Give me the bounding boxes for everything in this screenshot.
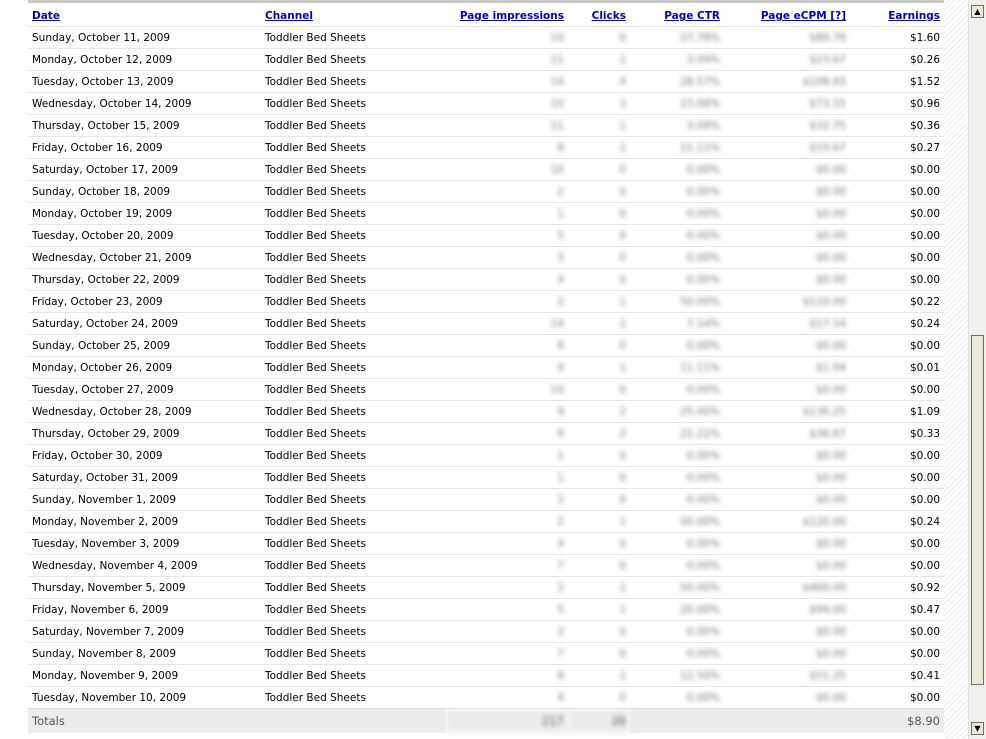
- col-header-clicks[interactable]: [568, 6, 630, 27]
- cell-impressions: 9: [446, 423, 568, 445]
- cell-clicks: 2: [568, 423, 630, 445]
- cell-ecpm: $0.00: [724, 687, 850, 709]
- cell-channel: Toddler Bed Sheets: [261, 687, 446, 709]
- cell-channel: Toddler Bed Sheets: [261, 555, 446, 577]
- cell-date: Tuesday, October 27, 2009: [28, 379, 261, 401]
- cell-impressions: 10: [446, 93, 568, 115]
- cell-ctr: 25.00%: [630, 401, 724, 423]
- cell-ctr: 0.00%: [630, 335, 724, 357]
- table-row: [28, 115, 944, 137]
- cell-impressions: 8: [446, 665, 568, 687]
- cell-date: Thursday, October 15, 2009: [28, 115, 261, 137]
- cell-date: Saturday, October 17, 2009: [28, 159, 261, 181]
- cell-channel: Toddler Bed Sheets: [261, 247, 446, 269]
- cell-ecpm: $0.00: [724, 247, 850, 269]
- table-row: [28, 621, 944, 643]
- cell-earnings: $0.00: [850, 555, 944, 577]
- cell-channel: Toddler Bed Sheets: [261, 27, 446, 49]
- cell-ctr: 50.00%: [630, 511, 724, 533]
- cell-ctr: 0.00%: [630, 269, 724, 291]
- table-row: [28, 533, 944, 555]
- cell-earnings: $0.00: [850, 687, 944, 709]
- cell-ctr: 50.00%: [630, 577, 724, 599]
- cell-clicks: 1: [568, 49, 630, 71]
- cell-ecpm: $0.00: [724, 159, 850, 181]
- table-row: [28, 71, 944, 93]
- cell-impressions: 11: [446, 49, 568, 71]
- cell-ctr: 12.50%: [630, 665, 724, 687]
- cell-channel: Toddler Bed Sheets: [261, 115, 446, 137]
- cell-ctr: 22.22%: [630, 423, 724, 445]
- cell-clicks: 0: [568, 159, 630, 181]
- earnings-report-table: [28, 6, 944, 733]
- cell-date: Monday, October 26, 2009: [28, 357, 261, 379]
- cell-ctr: 7.14%: [630, 313, 724, 335]
- cell-impressions: 7: [446, 643, 568, 665]
- cell-impressions: 1: [446, 203, 568, 225]
- cell-channel: Toddler Bed Sheets: [261, 335, 446, 357]
- cell-date: Sunday, October 11, 2009: [28, 27, 261, 49]
- cell-date: Tuesday, October 13, 2009: [28, 71, 261, 93]
- cell-date: Sunday, October 25, 2009: [28, 335, 261, 357]
- table-row: [28, 247, 944, 269]
- cell-earnings: $0.00: [850, 335, 944, 357]
- cell-clicks: 0: [568, 533, 630, 555]
- cell-ecpm: $88.78: [724, 27, 850, 49]
- cell-clicks: 2: [568, 401, 630, 423]
- cell-clicks: 1: [568, 137, 630, 159]
- cell-channel: Toddler Bed Sheets: [261, 577, 446, 599]
- cell-impressions: 2: [446, 489, 568, 511]
- table-row: [28, 511, 944, 533]
- table-row: [28, 445, 944, 467]
- cell-impressions: 5: [446, 599, 568, 621]
- cell-ecpm: $0.00: [724, 225, 850, 247]
- table-row: [28, 225, 944, 247]
- cell-channel: Toddler Bed Sheets: [261, 423, 446, 445]
- cell-ctr: 3.09%: [630, 49, 724, 71]
- cell-channel: Toddler Bed Sheets: [261, 93, 446, 115]
- cell-date: Friday, October 23, 2009: [28, 291, 261, 313]
- totals-impressions: 217: [446, 709, 568, 734]
- col-header-ctr[interactable]: [630, 6, 724, 27]
- cell-clicks: 3: [568, 93, 630, 115]
- cell-clicks: 1: [568, 115, 630, 137]
- table-row: [28, 489, 944, 511]
- cell-ecpm: $33.67: [724, 137, 850, 159]
- cell-ecpm: $136.25: [724, 401, 850, 423]
- table-row: [28, 181, 944, 203]
- table-row: [28, 313, 944, 335]
- table-row: [28, 137, 944, 159]
- cell-clicks: 0: [568, 687, 630, 709]
- cell-earnings: $0.33: [850, 423, 944, 445]
- cell-impressions: 5: [446, 225, 568, 247]
- cell-ecpm: $17.14: [724, 313, 850, 335]
- cell-clicks: 1: [568, 577, 630, 599]
- cell-earnings: $0.00: [850, 489, 944, 511]
- cell-channel: Toddler Bed Sheets: [261, 137, 446, 159]
- totals-ctr-empty: [630, 709, 724, 734]
- cell-ecpm: $110.00: [724, 291, 850, 313]
- cell-clicks: 0: [568, 335, 630, 357]
- cell-impressions: 2: [446, 291, 568, 313]
- cell-ecpm: $36.67: [724, 423, 850, 445]
- cell-clicks: 0: [568, 445, 630, 467]
- cell-earnings: $0.01: [850, 357, 944, 379]
- cell-date: Monday, November 2, 2009: [28, 511, 261, 533]
- table-row: [28, 401, 944, 423]
- table-row: [28, 357, 944, 379]
- cell-channel: Toddler Bed Sheets: [261, 665, 446, 687]
- cell-earnings: $0.00: [850, 159, 944, 181]
- cell-clicks: 1: [568, 291, 630, 313]
- cell-impressions: 14: [446, 71, 568, 93]
- cell-date: Monday, October 19, 2009: [28, 203, 261, 225]
- cell-ecpm: $32.75: [724, 115, 850, 137]
- cell-ecpm: $0.00: [724, 203, 850, 225]
- cell-ecpm: $0.00: [724, 621, 850, 643]
- cell-channel: Toddler Bed Sheets: [261, 445, 446, 467]
- cell-ctr: 0.00%: [630, 643, 724, 665]
- cell-ctr: 0.00%: [630, 467, 724, 489]
- cell-impressions: 1: [446, 445, 568, 467]
- sort-ecpm-link[interactable]: Page eCPM [?]: [760, 10, 846, 22]
- cell-date: Sunday, November 8, 2009: [28, 643, 261, 665]
- cell-clicks: 0: [568, 621, 630, 643]
- top-border: [0, 0, 968, 3]
- cell-earnings: $0.22: [850, 291, 944, 313]
- cell-earnings: $1.52: [850, 71, 944, 93]
- totals-label: Totals: [28, 709, 261, 734]
- col-header-earnings[interactable]: [850, 6, 944, 27]
- cell-ctr: 0.00%: [630, 225, 724, 247]
- left-margin: [0, 0, 28, 739]
- cell-date: Thursday, October 22, 2009: [28, 269, 261, 291]
- cell-date: Wednesday, October 21, 2009: [28, 247, 261, 269]
- table-row: [28, 665, 944, 687]
- cell-channel: Toddler Bed Sheets: [261, 269, 446, 291]
- cell-earnings: $0.47: [850, 599, 944, 621]
- cell-impressions: 4: [446, 687, 568, 709]
- cell-ctr: 0.00%: [630, 687, 724, 709]
- cell-impressions: 7: [446, 555, 568, 577]
- cell-ecpm: $1.04: [724, 357, 850, 379]
- cell-impressions: 4: [446, 533, 568, 555]
- cell-earnings: $0.00: [850, 533, 944, 555]
- scroll-thumb[interactable]: [971, 335, 984, 685]
- cell-ctr: 0.00%: [630, 203, 724, 225]
- table-header-row: [28, 6, 944, 27]
- table-row: [28, 269, 944, 291]
- sort-clicks-link[interactable]: Clicks: [591, 10, 626, 22]
- totals-ecpm-empty: [724, 709, 850, 734]
- cell-channel: Toddler Bed Sheets: [261, 225, 446, 247]
- cell-ecpm: $0.00: [724, 181, 850, 203]
- cell-date: Thursday, November 5, 2009: [28, 577, 261, 599]
- cell-ctr: 0.00%: [630, 445, 724, 467]
- cell-earnings: $0.00: [850, 467, 944, 489]
- cell-channel: Toddler Bed Sheets: [261, 159, 446, 181]
- cell-earnings: $0.00: [850, 247, 944, 269]
- cell-channel: Toddler Bed Sheets: [261, 621, 446, 643]
- cell-earnings: $0.00: [850, 379, 944, 401]
- table-row: [28, 643, 944, 665]
- cell-earnings: $1.60: [850, 27, 944, 49]
- cell-date: Sunday, October 18, 2009: [28, 181, 261, 203]
- cell-impressions: 2: [446, 577, 568, 599]
- cell-ecpm: $23.67: [724, 49, 850, 71]
- cell-date: Wednesday, October 14, 2009: [28, 93, 261, 115]
- cell-ctr: 20.00%: [630, 599, 724, 621]
- cell-earnings: $0.24: [850, 313, 944, 335]
- table-body: [28, 27, 944, 709]
- cell-ecpm: $0.00: [724, 467, 850, 489]
- right-margin-pattern: [944, 0, 968, 739]
- cell-channel: Toddler Bed Sheets: [261, 533, 446, 555]
- col-header-date[interactable]: [28, 6, 261, 27]
- cell-channel: Toddler Bed Sheets: [261, 489, 446, 511]
- cell-impressions: 2: [446, 511, 568, 533]
- cell-channel: Toddler Bed Sheets: [261, 291, 446, 313]
- cell-clicks: 0: [568, 489, 630, 511]
- cell-date: Friday, October 30, 2009: [28, 445, 261, 467]
- cell-ctr: 11.11%: [630, 137, 724, 159]
- cell-date: Sunday, November 1, 2009: [28, 489, 261, 511]
- col-header-ecpm[interactable]: [724, 6, 850, 27]
- cell-ecpm: $120.00: [724, 511, 850, 533]
- cell-clicks: 1: [568, 665, 630, 687]
- cell-clicks: 0: [568, 203, 630, 225]
- cell-earnings: $0.00: [850, 269, 944, 291]
- cell-date: Tuesday, October 20, 2009: [28, 225, 261, 247]
- cell-ctr: 0.00%: [630, 379, 724, 401]
- cell-ctr: 0.00%: [630, 247, 724, 269]
- cell-clicks: 0: [568, 269, 630, 291]
- cell-earnings: $0.24: [850, 511, 944, 533]
- cell-clicks: 1: [568, 511, 630, 533]
- cell-ecpm: $0.00: [724, 379, 850, 401]
- cell-ecpm: $51.25: [724, 665, 850, 687]
- table-row: [28, 599, 944, 621]
- cell-impressions: 2: [446, 181, 568, 203]
- scroll-up-arrow-icon: ▲: [974, 7, 981, 16]
- cell-impressions: 9: [446, 357, 568, 379]
- table-row: [28, 203, 944, 225]
- cell-ecpm: $0.00: [724, 555, 850, 577]
- cell-ecpm: $108.93: [724, 71, 850, 93]
- cell-ecpm: $0.00: [724, 643, 850, 665]
- cell-channel: Toddler Bed Sheets: [261, 203, 446, 225]
- cell-impressions: 10: [446, 379, 568, 401]
- scroll-up-button[interactable]: [971, 5, 984, 18]
- table-row: [28, 379, 944, 401]
- sort-earnings-link[interactable]: Earnings: [888, 10, 940, 22]
- cell-earnings: $0.00: [850, 643, 944, 665]
- cell-date: Friday, October 16, 2009: [28, 137, 261, 159]
- cell-earnings: $0.00: [850, 225, 944, 247]
- cell-date: Friday, November 6, 2009: [28, 599, 261, 621]
- vertical-scrollbar[interactable]: [968, 0, 986, 739]
- cell-impressions: 3: [446, 247, 568, 269]
- table-row: [28, 555, 944, 577]
- cell-impressions: 10: [446, 159, 568, 181]
- cell-channel: Toddler Bed Sheets: [261, 467, 446, 489]
- cell-earnings: $0.36: [850, 115, 944, 137]
- cell-channel: Toddler Bed Sheets: [261, 599, 446, 621]
- cell-ctr: 50.00%: [630, 291, 724, 313]
- cell-channel: Toddler Bed Sheets: [261, 357, 446, 379]
- cell-earnings: $0.00: [850, 621, 944, 643]
- col-header-impressions[interactable]: [446, 6, 568, 27]
- cell-earnings: $1.09: [850, 401, 944, 423]
- col-header-channel[interactable]: [261, 6, 446, 27]
- cell-earnings: $0.96: [850, 93, 944, 115]
- cell-date: Saturday, October 24, 2009: [28, 313, 261, 335]
- cell-clicks: 1: [568, 313, 630, 335]
- sort-date-link[interactable]: Date: [32, 10, 60, 22]
- cell-clicks: 4: [568, 71, 630, 93]
- cell-earnings: $0.41: [850, 665, 944, 687]
- cell-channel: Toddler Bed Sheets: [261, 49, 446, 71]
- cell-impressions: 1: [446, 467, 568, 489]
- cell-earnings: $0.00: [850, 445, 944, 467]
- cell-channel: Toddler Bed Sheets: [261, 401, 446, 423]
- cell-ctr: 0.00%: [630, 159, 724, 181]
- cell-ctr: 11.11%: [630, 357, 724, 379]
- table-row: [28, 93, 944, 115]
- table-row: [28, 687, 944, 709]
- cell-impressions: 8: [446, 335, 568, 357]
- table-row: [28, 49, 944, 71]
- cell-ctr: 0.00%: [630, 181, 724, 203]
- cell-ctr: 3.09%: [630, 115, 724, 137]
- cell-impressions: 3: [446, 621, 568, 643]
- cell-clicks: 0: [568, 467, 630, 489]
- cell-date: Saturday, October 31, 2009: [28, 467, 261, 489]
- table-row: [28, 423, 944, 445]
- cell-earnings: $0.26: [850, 49, 944, 71]
- cell-impressions: 8: [446, 137, 568, 159]
- cell-impressions: 9: [446, 401, 568, 423]
- cell-channel: Toddler Bed Sheets: [261, 511, 446, 533]
- cell-date: Saturday, November 7, 2009: [28, 621, 261, 643]
- cell-ctr: 0.00%: [630, 533, 724, 555]
- cell-ctr: 28.57%: [630, 71, 724, 93]
- cell-date: Wednesday, November 4, 2009: [28, 555, 261, 577]
- cell-date: Monday, October 12, 2009: [28, 49, 261, 71]
- sort-impressions-link[interactable]: Page impressions: [459, 10, 564, 22]
- cell-earnings: $0.00: [850, 181, 944, 203]
- cell-ctr: 0.00%: [630, 621, 724, 643]
- cell-earnings: $0.92: [850, 577, 944, 599]
- cell-clicks: 0: [568, 247, 630, 269]
- totals-earnings: $8.90: [850, 709, 944, 734]
- table-row: [28, 467, 944, 489]
- cell-date: Tuesday, November 10, 2009: [28, 687, 261, 709]
- cell-date: Tuesday, November 3, 2009: [28, 533, 261, 555]
- cell-date: Monday, November 9, 2009: [28, 665, 261, 687]
- cell-impressions: 4: [446, 269, 568, 291]
- table-row: [28, 577, 944, 599]
- cell-clicks: 0: [568, 555, 630, 577]
- totals-channel-empty: [261, 709, 446, 734]
- table-row: [28, 335, 944, 357]
- cell-channel: Toddler Bed Sheets: [261, 379, 446, 401]
- cell-channel: Toddler Bed Sheets: [261, 313, 446, 335]
- cell-ecpm: $0.00: [724, 489, 850, 511]
- cell-clicks: 0: [568, 379, 630, 401]
- cell-ecpm: $73.15: [724, 93, 850, 115]
- cell-clicks: 1: [568, 357, 630, 379]
- cell-clicks: 0: [568, 225, 630, 247]
- totals-row: [28, 709, 944, 734]
- table-row: [28, 159, 944, 181]
- cell-earnings: $0.00: [850, 203, 944, 225]
- cell-ecpm: $0.00: [724, 269, 850, 291]
- cell-ecpm: $94.00: [724, 599, 850, 621]
- cell-date: Thursday, October 29, 2009: [28, 423, 261, 445]
- cell-ecpm: $0.00: [724, 445, 850, 467]
- cell-impressions: 10: [446, 27, 568, 49]
- cell-ecpm: $0.00: [724, 335, 850, 357]
- sort-channel-link[interactable]: Channel: [265, 10, 313, 22]
- cell-ctr: 27.78%: [630, 27, 724, 49]
- cell-clicks: 0: [568, 643, 630, 665]
- cell-ctr: 0.00%: [630, 489, 724, 511]
- cell-clicks: 1: [568, 599, 630, 621]
- cell-ecpm: $0.00: [724, 533, 850, 555]
- cell-channel: Toddler Bed Sheets: [261, 71, 446, 93]
- table-row: [28, 27, 944, 49]
- cell-ecpm: $460.00: [724, 577, 850, 599]
- scroll-down-arrow-icon: ▼: [974, 724, 981, 733]
- cell-channel: Toddler Bed Sheets: [261, 181, 446, 203]
- cell-clicks: 0: [568, 27, 630, 49]
- cell-impressions: 11: [446, 115, 568, 137]
- scroll-down-button[interactable]: [971, 722, 984, 735]
- cell-earnings: $0.27: [850, 137, 944, 159]
- totals-clicks: 26: [568, 709, 630, 734]
- cell-ctr: 23.08%: [630, 93, 724, 115]
- cell-channel: Toddler Bed Sheets: [261, 643, 446, 665]
- table-row: [28, 291, 944, 313]
- cell-impressions: 14: [446, 313, 568, 335]
- sort-ctr-link[interactable]: Page CTR: [664, 10, 720, 22]
- cell-date: Wednesday, October 28, 2009: [28, 401, 261, 423]
- cell-ctr: 0.00%: [630, 555, 724, 577]
- cell-clicks: 0: [568, 181, 630, 203]
